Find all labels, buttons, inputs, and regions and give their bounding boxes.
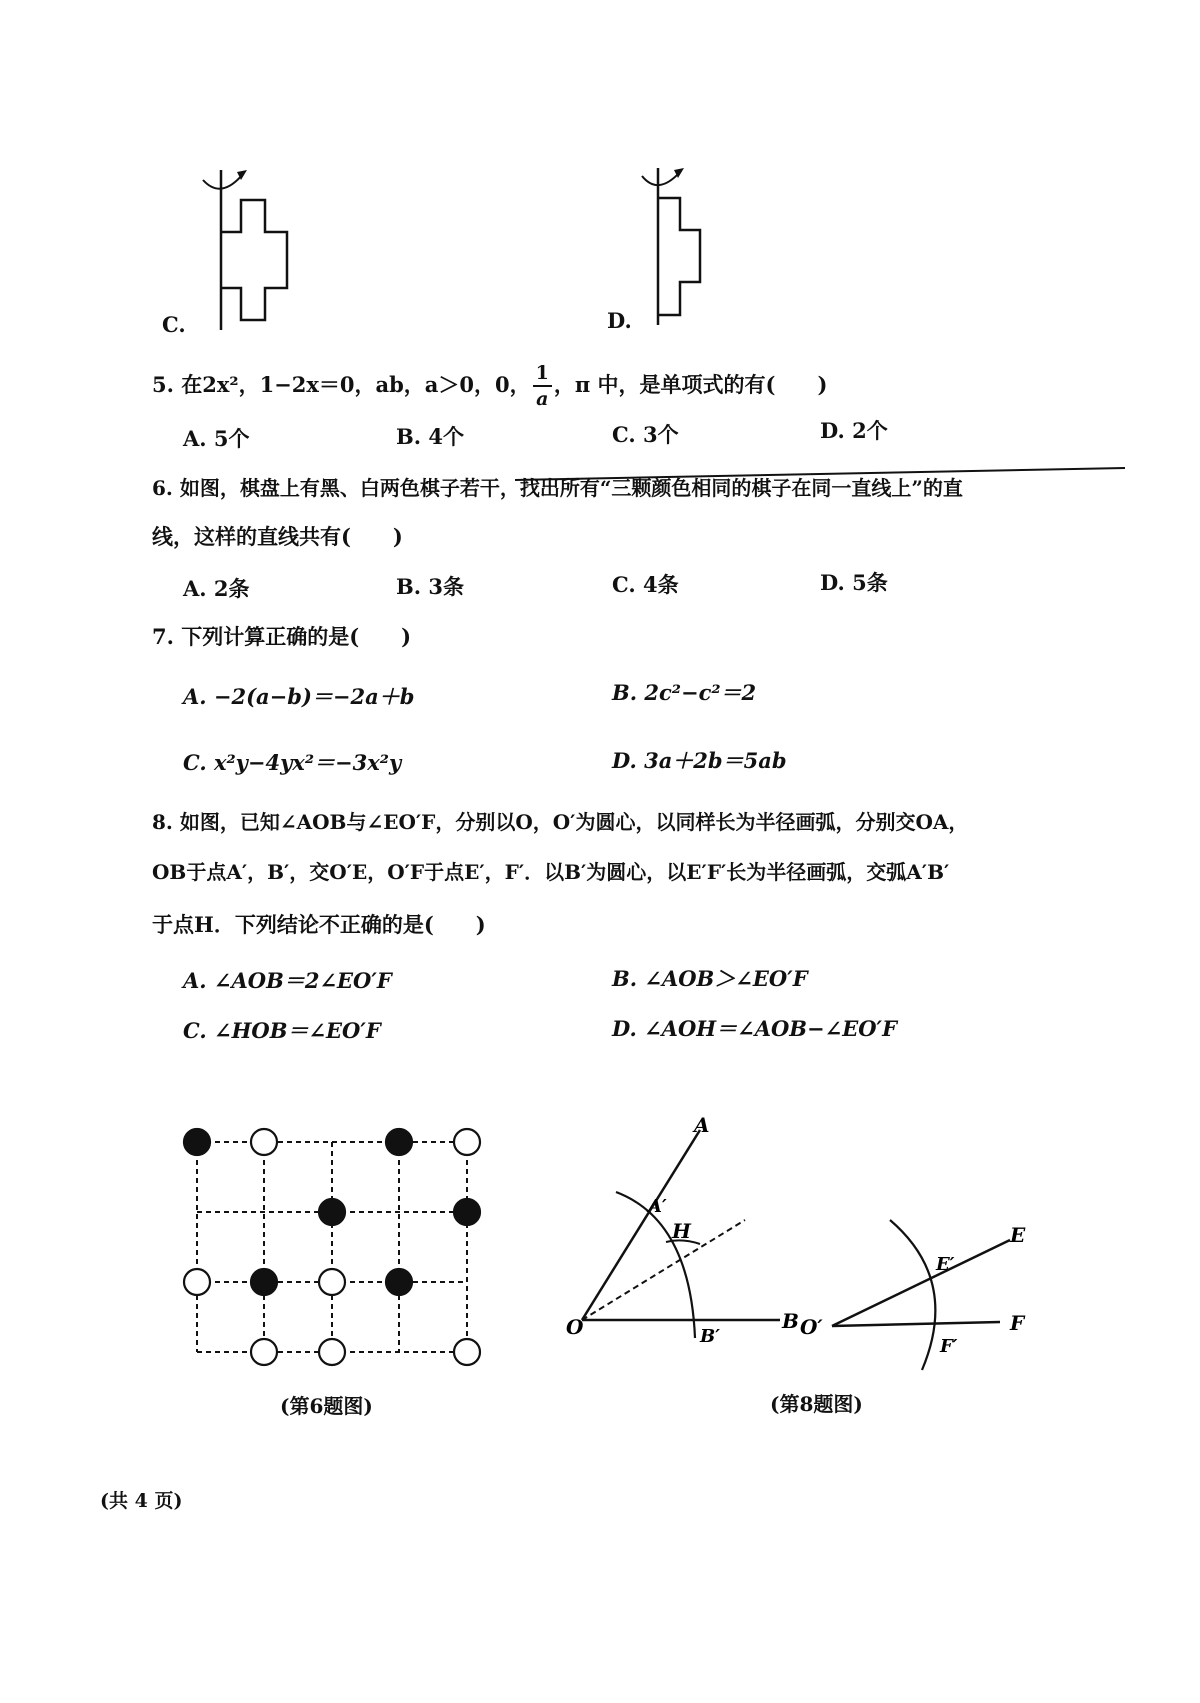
fig6-stone-black [386, 1129, 412, 1155]
q6-option-c[interactable]: C. 4条 [612, 572, 679, 597]
fig6-stone-white [184, 1269, 210, 1295]
fig8-caption: (第8题图) [770, 1392, 863, 1416]
q6-stem-line2: 线，这样的直线共有( ) [152, 524, 403, 549]
fig6-stone-black [386, 1269, 412, 1295]
q8-stem-line2: OB于点A′，B′，交O′E，O′F于点E′，F′．以B′为圆心，以E′F′长为半径画弧，交弧A′B′ [152, 860, 950, 884]
fig8-label-o-prime: O′ [800, 1315, 823, 1339]
page-footer: (共 4 页) [100, 1490, 183, 1512]
fig6-stone-white [251, 1339, 277, 1365]
fig8-label-o: O [566, 1315, 584, 1339]
q6-option-b[interactable]: B. 3条 [396, 574, 464, 599]
q5-option-b[interactable]: B. 4个 [396, 424, 464, 449]
fig8-label-a-prime: A′ [648, 1196, 667, 1217]
fig6-caption: (第6题图) [280, 1394, 373, 1418]
fig8-ray-oh [582, 1220, 745, 1320]
q6-option-a[interactable]: A. 2条 [183, 576, 250, 601]
q7-option-c[interactable]: C. x²y−4yx²＝−3x²y [183, 750, 402, 775]
q5-option-c[interactable]: C. 3个 [612, 422, 679, 447]
q5-stem: 5. 在2x²，1−2x＝0，ab，a＞0，0， $\frac{1}{a}$ ，π 中，是单项式的有( ) [152, 362, 828, 410]
q7-option-b[interactable]: B. 2c²−c²＝2 [612, 680, 757, 705]
fig8-label-e-prime: E′ [936, 1254, 955, 1275]
q8-stem-line1: 8. 如图，已知∠AOB与∠EO′F，分别以O，O′为圆心，以同样长为半径画弧，分别交OA， [152, 810, 969, 834]
fig6-stone-white [319, 1269, 345, 1295]
fig8-label-f-prime: F′ [940, 1336, 958, 1357]
fig8-label-b: B [782, 1309, 799, 1333]
q8-stem-line3: 于点H．下列结论不正确的是( ) [152, 912, 486, 937]
q5-option-a[interactable]: A. 5个 [183, 426, 250, 451]
fig6-board [175, 1120, 495, 1380]
q5-option-d[interactable]: D. 2个 [820, 418, 888, 443]
fig8-label-b-prime: B′ [700, 1326, 720, 1347]
fig8-ray-oe [832, 1240, 1010, 1326]
fig6-stone-white [319, 1339, 345, 1365]
q7-stem: 7. 下列计算正确的是( ) [152, 624, 412, 649]
q8-option-c[interactable]: C. ∠HOB＝∠EO′F [183, 1018, 381, 1043]
q8-option-a[interactable]: A. ∠AOB＝2∠EO′F [183, 968, 392, 993]
fig8-label-f: F [1010, 1311, 1025, 1335]
fig6-stone-white [454, 1129, 480, 1155]
q4-option-c-label: C. [162, 312, 186, 337]
q4-option-d-figure [640, 160, 730, 330]
fig6-stone-black [454, 1199, 480, 1225]
q7-option-a[interactable]: A. −2(a−b)＝−2a＋b [183, 684, 415, 709]
fig8-label-a: A [694, 1113, 710, 1137]
q8-option-b[interactable]: B. ∠AOB＞∠EO′F [612, 966, 808, 991]
fig6-stone-white [251, 1129, 277, 1155]
fig6-grid [197, 1142, 467, 1352]
fig6-stone-white [454, 1339, 480, 1365]
fig6-stone-black [184, 1129, 210, 1155]
fig8-label-h: H [672, 1219, 691, 1243]
q5-fraction: $\frac{1}{a}$ [533, 364, 552, 409]
q6-option-d[interactable]: D. 5条 [820, 570, 888, 595]
fig6-stone-black [251, 1269, 277, 1295]
q6-stem-line1: 6. 如图，棋盘上有黑、白两色棋子若干，找出所有“三颗颜色相同的棋子在同一直线上”的直 [152, 476, 963, 500]
fig8-ray-of [832, 1322, 1000, 1326]
q8-option-d[interactable]: D. ∠AOH＝∠AOB−∠EO′F [612, 1016, 897, 1041]
fig8-diagram [560, 1110, 1060, 1380]
q4-option-c-figure [185, 160, 295, 335]
q4-option-d-label: D. [607, 308, 632, 333]
fig6-stone-black [319, 1199, 345, 1225]
q7-option-d[interactable]: D. 3a＋2b＝5ab [612, 748, 787, 773]
fig8-label-e: E [1010, 1223, 1026, 1247]
